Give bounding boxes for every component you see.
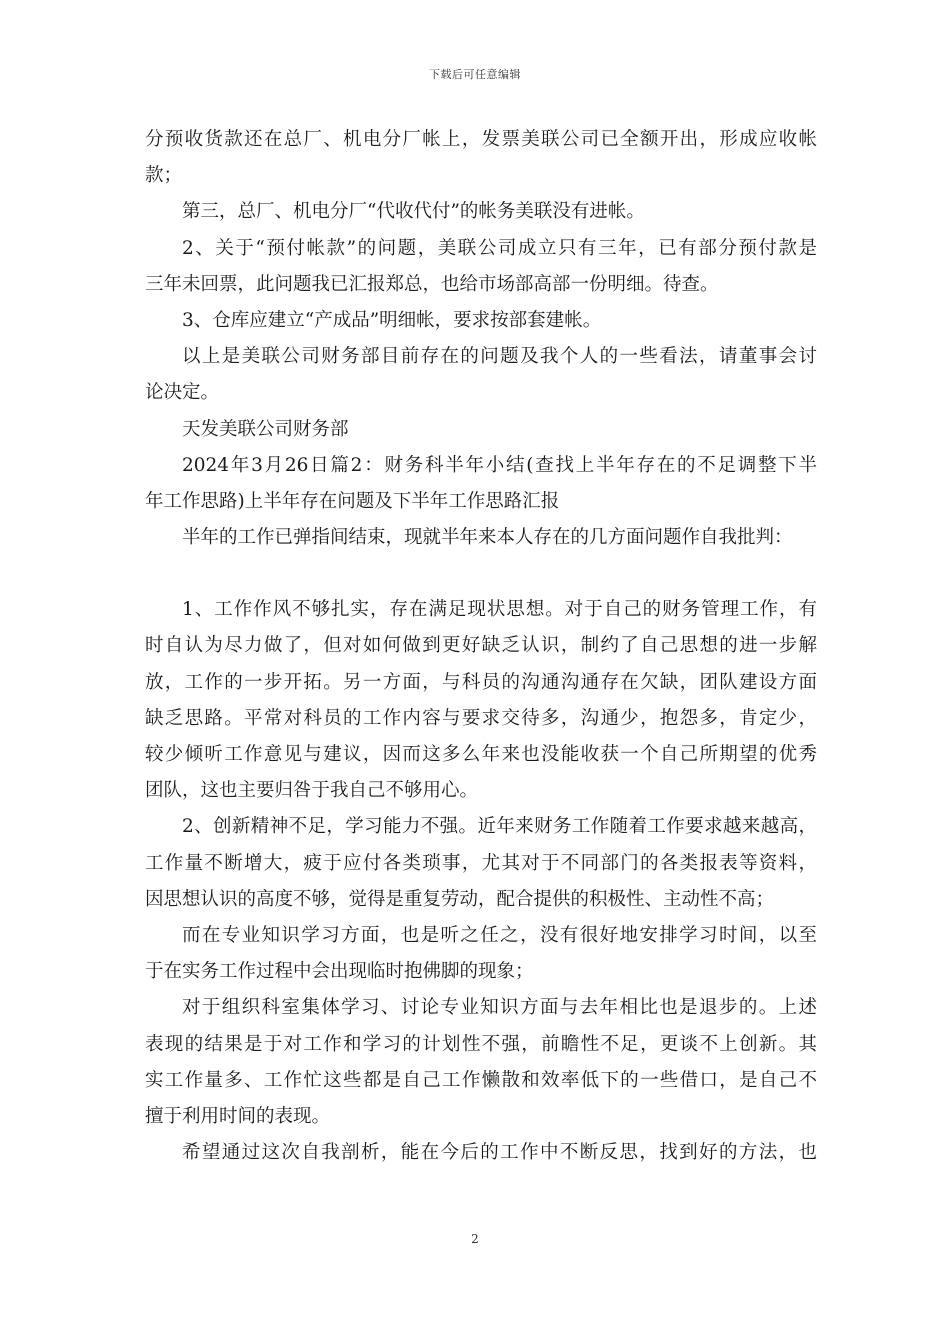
page-number: 2 [471,1232,479,1246]
signature-line: 天发美联公司财务部 [182,418,349,440]
text-line: 工作量不断增大，疲于应付各类琐事，尤其对于不同部门的各类报表等资料， [145,852,817,874]
text-line: 分预收货款还在总厂、机电分厂帐上，发票美联公司已全额开出，形成应收帐 [145,129,817,150]
text-line: 希望通过这次自我剖析，能在今后的工作中不断反思，找到好的方法，也 [182,1142,817,1164]
text-line: 放，工作的一步开拓。另一方面，与科员的沟通沟通存在欠缺，团队建设方面 [145,671,817,693]
text-line: 时自认为尽力做了，但对如何做到更好缺乏认识，制约了自己思想的进一步解 [145,635,817,657]
text-line: 对于组织科室集体学习、讨论专业知识方面与去年相比也是退步的。上述 [182,997,817,1019]
text-line: 2、创新精神不足，学习能力不强。近年来财务工作随着工作要求越来越高， [182,816,817,838]
text-line: 缺乏思路。平常对科员的工作内容与要求交待多，沟通少，抱怨多，肯定少， [145,707,817,729]
text-line: 实工作量多、工作忙这些都是自己工作懒散和效率低下的一些借口，是自己不 [145,1069,817,1091]
text-line: 而在专业知识学习方面，也是听之任之，没有很好地安排学习时间，以至 [182,924,817,946]
document-body [145,122,817,1171]
text-line: 擅于利用时间的表现。 [145,1105,331,1127]
text-line: 2、关于“预付帐款”的问题，美联公司成立只有三年，已有部分预付款是 [182,237,817,259]
text-line: 3、仓库应建立“产成品”明细帐，要求按部套建帐。 [182,309,602,331]
text-line: 款； [145,165,183,187]
text-line: 第三，总厂、机电分厂“代收代付”的帐务美联没有进帐。 [182,201,645,223]
text-line: 较少倾听工作意见与建议，因而这多么年来也没能收获一个自己所期望的优秀 [145,744,817,765]
text-line: 年工作思路)上半年存在问题及下半年工作思路汇报 [145,490,560,512]
paragraph-gap [145,556,817,592]
text-line: 2024年3月26日篇2：财务科半年小结(查找上半年存在的不足调整下半 [182,454,817,476]
text-line: 半年的工作已弹指间结束，现就半年来本人存在的几方面问题作自我批判： [182,527,793,549]
text-line: 三年未回票，此问题我已汇报郑总，也给市场部高部一份明细。待查。 [145,273,719,295]
text-line: 因思想认识的高度不够，觉得是重复劳动，配合提供的积极性、主动性不高； [145,888,775,910]
text-line: 论决定。 [145,382,220,404]
text-line: 表现的结果是于对工作和学习的计划性不强，前瞻性不足，更谈不上创新。其 [145,1033,817,1055]
text-line: 以上是美联公司财务部目前存在的问题及我个人的一些看法，请董事会讨 [182,346,817,368]
text-line: 1、工作作风不够扎实，存在满足现状思想。对于自己的财务管理工作，有 [182,599,817,621]
page-header: 下载后可任意编辑 [429,68,521,81]
text-line: 于在实务工作过程中会出现临时抱佛脚的现象； [145,961,534,983]
text-line: 团队，这也主要归咎于我自己不够用心。 [145,780,479,802]
